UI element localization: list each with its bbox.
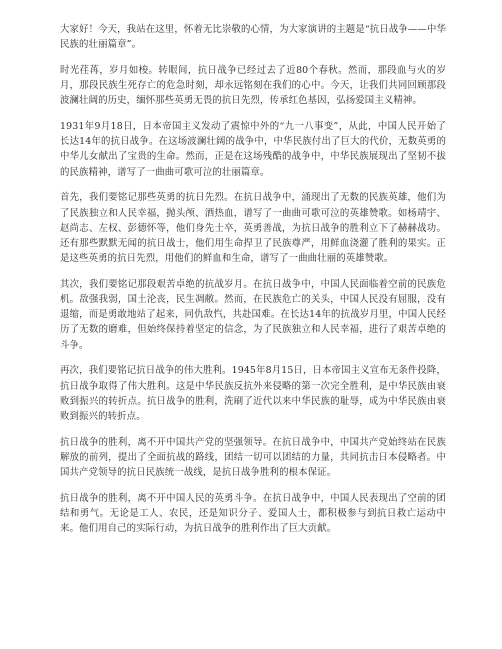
paragraph-victory: 再次，我们要铭记抗日战争的伟大胜利。1945年8月15日，日本帝国主义宣布无条件投降，抗日战争取得了伟大胜利。这是中华民族反抗外来侵略的第一次完全胜利，是中华民族由衰败到振兴的转折点。抗日战争的胜利，洗刷了近代以来中华民族的耻辱，成为中华民族由衰败到振兴的转折点。 [60, 365, 446, 422]
paragraph-greeting: 大家好！今天，我站在这里，怀着无比崇敬的心情，为大家演讲的主题是“抗日战争——中华民族的壮丽篇章”。 [60, 24, 446, 51]
paragraph-hardship: 其次，我们要铭记那段艰苦卓绝的抗战岁月。在抗日战争中，中国人民面临着空前的民族危机。敌强我弱，国土沦丧，民生凋敝。然而，在民族危亡的关头，中国人民没有屈服，没有退缩，而是勇敢地站了起来，同仇敌忾，共赴国难。在长达14年的抗战岁月里，中国人民经历了无数的磨难，但始终保持着坚定的信念，为了民族独立和人民幸福，进行了艰苦卓绝的斗争。 [60, 278, 446, 351]
paragraph-people-struggle: 抗日战争的胜利，离不开中国人民的英勇斗争。在抗日战争中，中国人民表现出了空前的团结和勇气。无论是工人、农民，还是知识分子、爱国人士，都积极参与到抗日救亡运动中来。他们用自己的实际行动，为抗日战争的胜利作出了巨大贡献。 [60, 492, 446, 535]
paragraph-intro: 时光荏苒，岁月如梭。转眼间，抗日战争已经过去了近80个春秋。然而，那段血与火的岁月，那段民族生死存亡的危急时刻，却永远铭刻在我们的心中。今天，让我们共同回顾那段波澜壮阔的历史，缅怀那些英勇无畏的抗日先烈，传承红色基因，弘扬爱国主义精神。 [60, 64, 446, 107]
document-page [60, 22, 446, 547]
paragraph-history: 1931年9月18日，日本帝国主义发动了震惊中外的“九一八事变”，从此，中国人民开始了长达14年的抗日战争。在这场波澜壮阔的战争中，中华民族付出了巨大的代价，无数英勇的中华儿女献出了宝贵的生命。然而，正是在这场残酷的战争中，中华民族展现出了坚韧不拔的民族精神，谱写了一曲曲可歌可泣的壮丽篇章。 [60, 121, 446, 178]
paragraph-party-leadership: 抗日战争的胜利，离不开中国共产党的坚强领导。在抗日战争中，中国共产党始终站在民族解放的前列，提出了全面抗战的路线，团结一切可以团结的力量，共同抗击日本侵略者。中国共产党领导的抗日民族统一战线，是抗日战争胜利的根本保证。 [60, 436, 446, 479]
paragraph-martyrs: 首先，我们要铭记那些英勇的抗日先烈。在抗日战争中，涌现出了无数的民族英雄，他们为了民族独立和人民幸福，抛头颅、洒热血，谱写了一曲曲可歌可泣的英雄赞歌。如杨靖宇、赵尚志、左权、彭德怀等，他们身先士卒，英勇善战，为抗日战争的胜利立下了赫赫战功。还有那些默默无闻的抗日战士，他们用生命捍卫了民族尊严，用鲜血浇灌了胜利的果实。正是这些英勇的抗日先烈，用他们的鲜血和生命，谱写了一曲曲壮丽的英雄赞歌。 [60, 192, 446, 265]
